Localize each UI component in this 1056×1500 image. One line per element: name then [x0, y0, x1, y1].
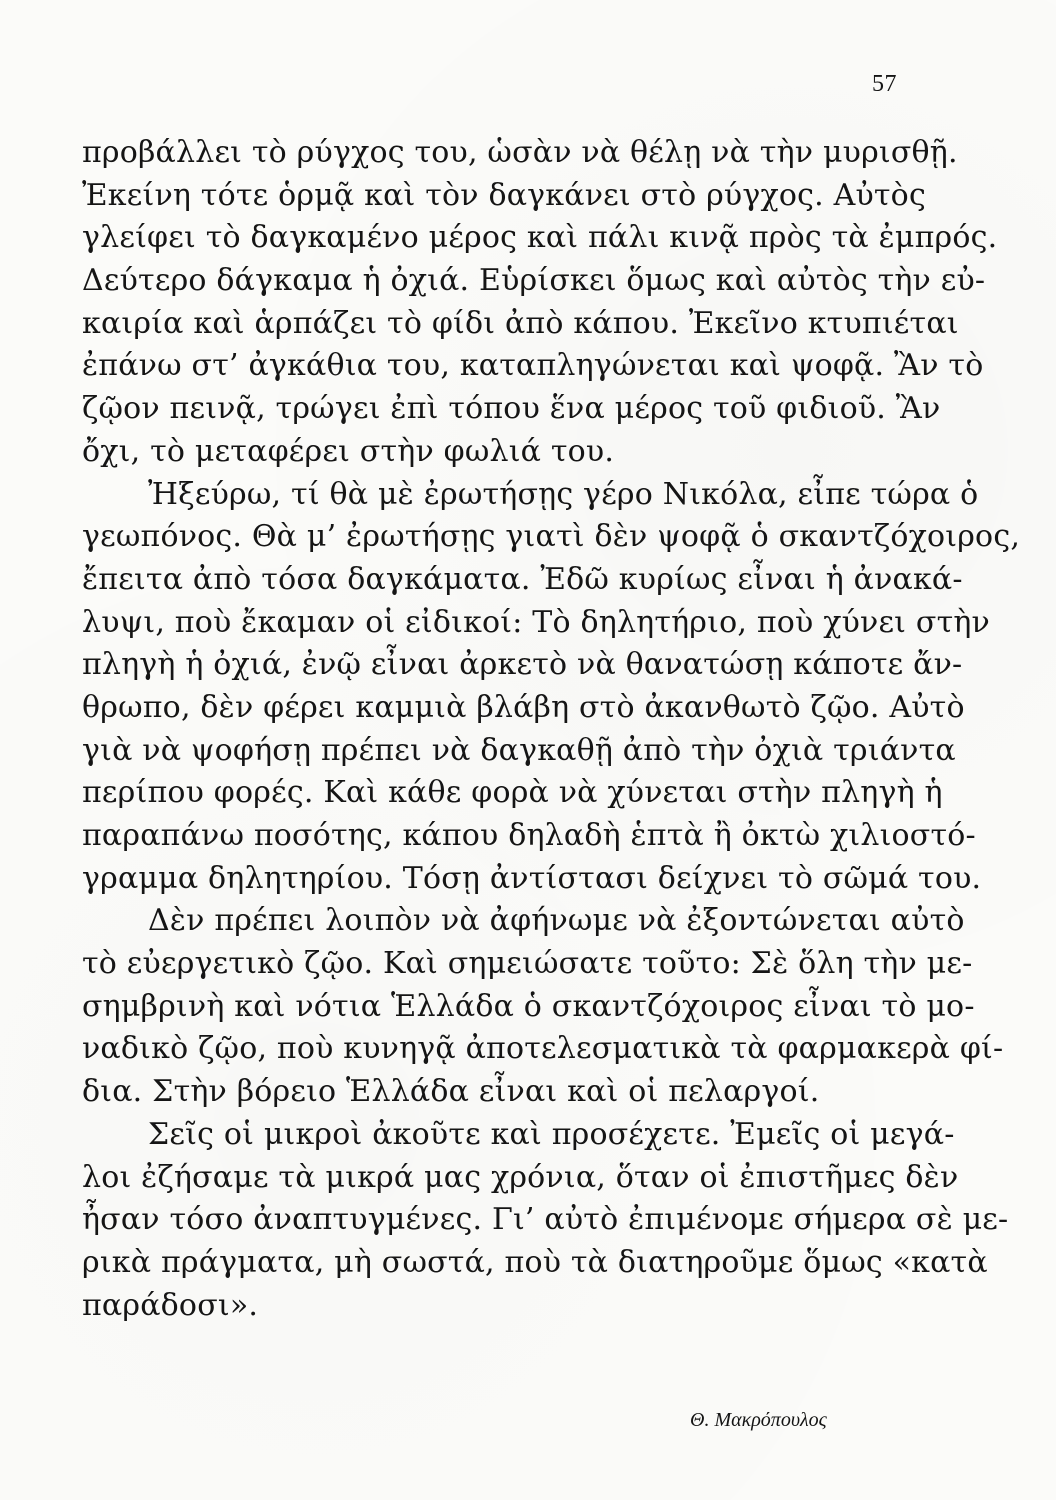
text-line-12: λυψι, ποὺ ἔκαμαν οἱ εἰδικοί: Τὸ δηλητήριο, ποὺ χύνει στὴν — [82, 604, 990, 640]
text-line-10: γεωπόνος. Θὰ μ’ ἐρωτήσῃς γιατὶ δὲν ψοφᾷ ὁ σκαντζόχοιρος, — [82, 519, 1021, 555]
text-line-14: θρωπο, δὲν φέρει καμμιὰ βλάβη στὸ ἀκανθωτὸ ζῷο. Αὐτὸ — [82, 689, 965, 725]
text-line-21: σημβρινὴ καὶ νότια Ἑλλάδα ὁ σκαντζόχοιρος εἶναι τὸ μο- — [82, 988, 975, 1024]
text-line-28: παράδοσι». — [82, 1287, 259, 1323]
body-text — [82, 132, 1021, 1327]
text-line-13: πληγὴ ἡ ὀχιά, ἐνῷ εἶναι ἀρκετὸ νὰ θανατώσῃ κάποτε ἄν- — [82, 647, 963, 683]
text-line-26: ἦσαν τόσο ἀναπτυγμένες. Γι’ αὐτὸ ἐπιμένομε σήμερα σὲ με- — [82, 1202, 1009, 1238]
text-line-20: τὸ εὐεργετικὸ ζῷο. Καὶ σημειώσατε τοῦτο: Σὲ ὅλη τὴν με- — [82, 946, 973, 982]
text-line-4: Δεύτερο δάγκαμα ἡ ὀχιά. Εὑρίσκει ὅμως καὶ αὐτὸς τὴν εὐ- — [82, 263, 986, 299]
text-line-15: γιὰ νὰ ψοφήσῃ πρέπει νὰ δαγκαθῇ ἀπὸ τὴν ὀχιὰ τριάντα — [82, 732, 956, 768]
text-line-27: ρικὰ πράγματα, μὴ σωστά, ποὺ τὰ διατηροῦμε ὅμως «κατὰ — [82, 1244, 988, 1280]
text-line-16: περίπου φορές. Καὶ κάθε φορὰ νὰ χύνεται στὴν πληγὴ ἡ — [82, 775, 943, 811]
text-line-6: ἐπάνω στ’ ἀγκάθια του, καταπληγώνεται καὶ ψοφᾷ. Ἂν τὸ — [82, 348, 984, 384]
author-signature: Θ. Μακρόπουλος — [690, 1409, 827, 1431]
text-line-2: Ἐκείνη τότε ὁρμᾷ καὶ τὸν δαγκάνει στὸ ρύγχος. Αὐτὸς — [82, 177, 926, 213]
text-line-25: λοι ἐζήσαμε τὰ μικρά μας χρόνια, ὅταν οἱ ἐπιστῆμες δὲν — [82, 1159, 959, 1195]
text-line-24: Σεῖς οἱ μικροὶ ἀκοῦτε καὶ προσέχετε. Ἐμεῖς οἱ μεγά- — [148, 1116, 955, 1152]
text-line-17: παραπάνω ποσότης, κάπου δηλαδὴ ἑπτὰ ἢ ὀκτὼ χιλιοστό- — [82, 818, 976, 853]
text-line-9: Ἠξεύρω, τί θὰ μὲ ἐρωτήσῃς γέρο Νικόλα, εἶπε τώρα ὁ — [148, 476, 979, 512]
text-line-5: καιρία καὶ ἁρπάζει τὸ φίδι ἀπὸ κάπου. Ἐκεῖνο κτυπιέται — [82, 305, 959, 341]
text-line-11: ἔπειτα ἀπὸ τόσα δαγκάματα. Ἐδῶ κυρίως εἶναι ἡ ἀνακά- — [82, 561, 963, 597]
text-line-7: ζῷον πεινᾷ, τρώγει ἐπὶ τόπου ἕνα μέρος τοῦ φιδιοῦ. Ἂν — [82, 391, 941, 427]
text-line-8: ὄχι, τὸ μεταφέρει στὴν φωλιά του. — [82, 433, 615, 469]
text-line-22: ναδικὸ ζῷο, ποὺ κυνηγᾷ ἀποτελεσματικὰ τὰ φαρμακερὰ φί- — [82, 1031, 1004, 1067]
text-line-19: Δὲν πρέπει λοιπὸν νὰ ἀφήνωμε νὰ ἐξοντώνεται αὐτὸ — [148, 903, 965, 939]
text-line-3: γλείφει τὸ δαγκαμένο μέρος καὶ πάλι κινᾷ πρὸς τὰ ἐμπρός. — [82, 220, 998, 256]
text-line-18: γραμμα δηλητηρίου. Τόσῃ ἀντίστασι δείχνει τὸ σῶμά του. — [82, 860, 982, 896]
page-number: 57 — [872, 71, 897, 97]
text-line-1: προβάλλει τὸ ρύγχος του, ὡσὰν νὰ θέλῃ νὰ τὴν μυρισθῇ. — [82, 135, 958, 170]
text-line-23: δια. Στὴν βόρειο Ἑλλάδα εἶναι καὶ οἱ πελαργοί. — [82, 1074, 820, 1110]
